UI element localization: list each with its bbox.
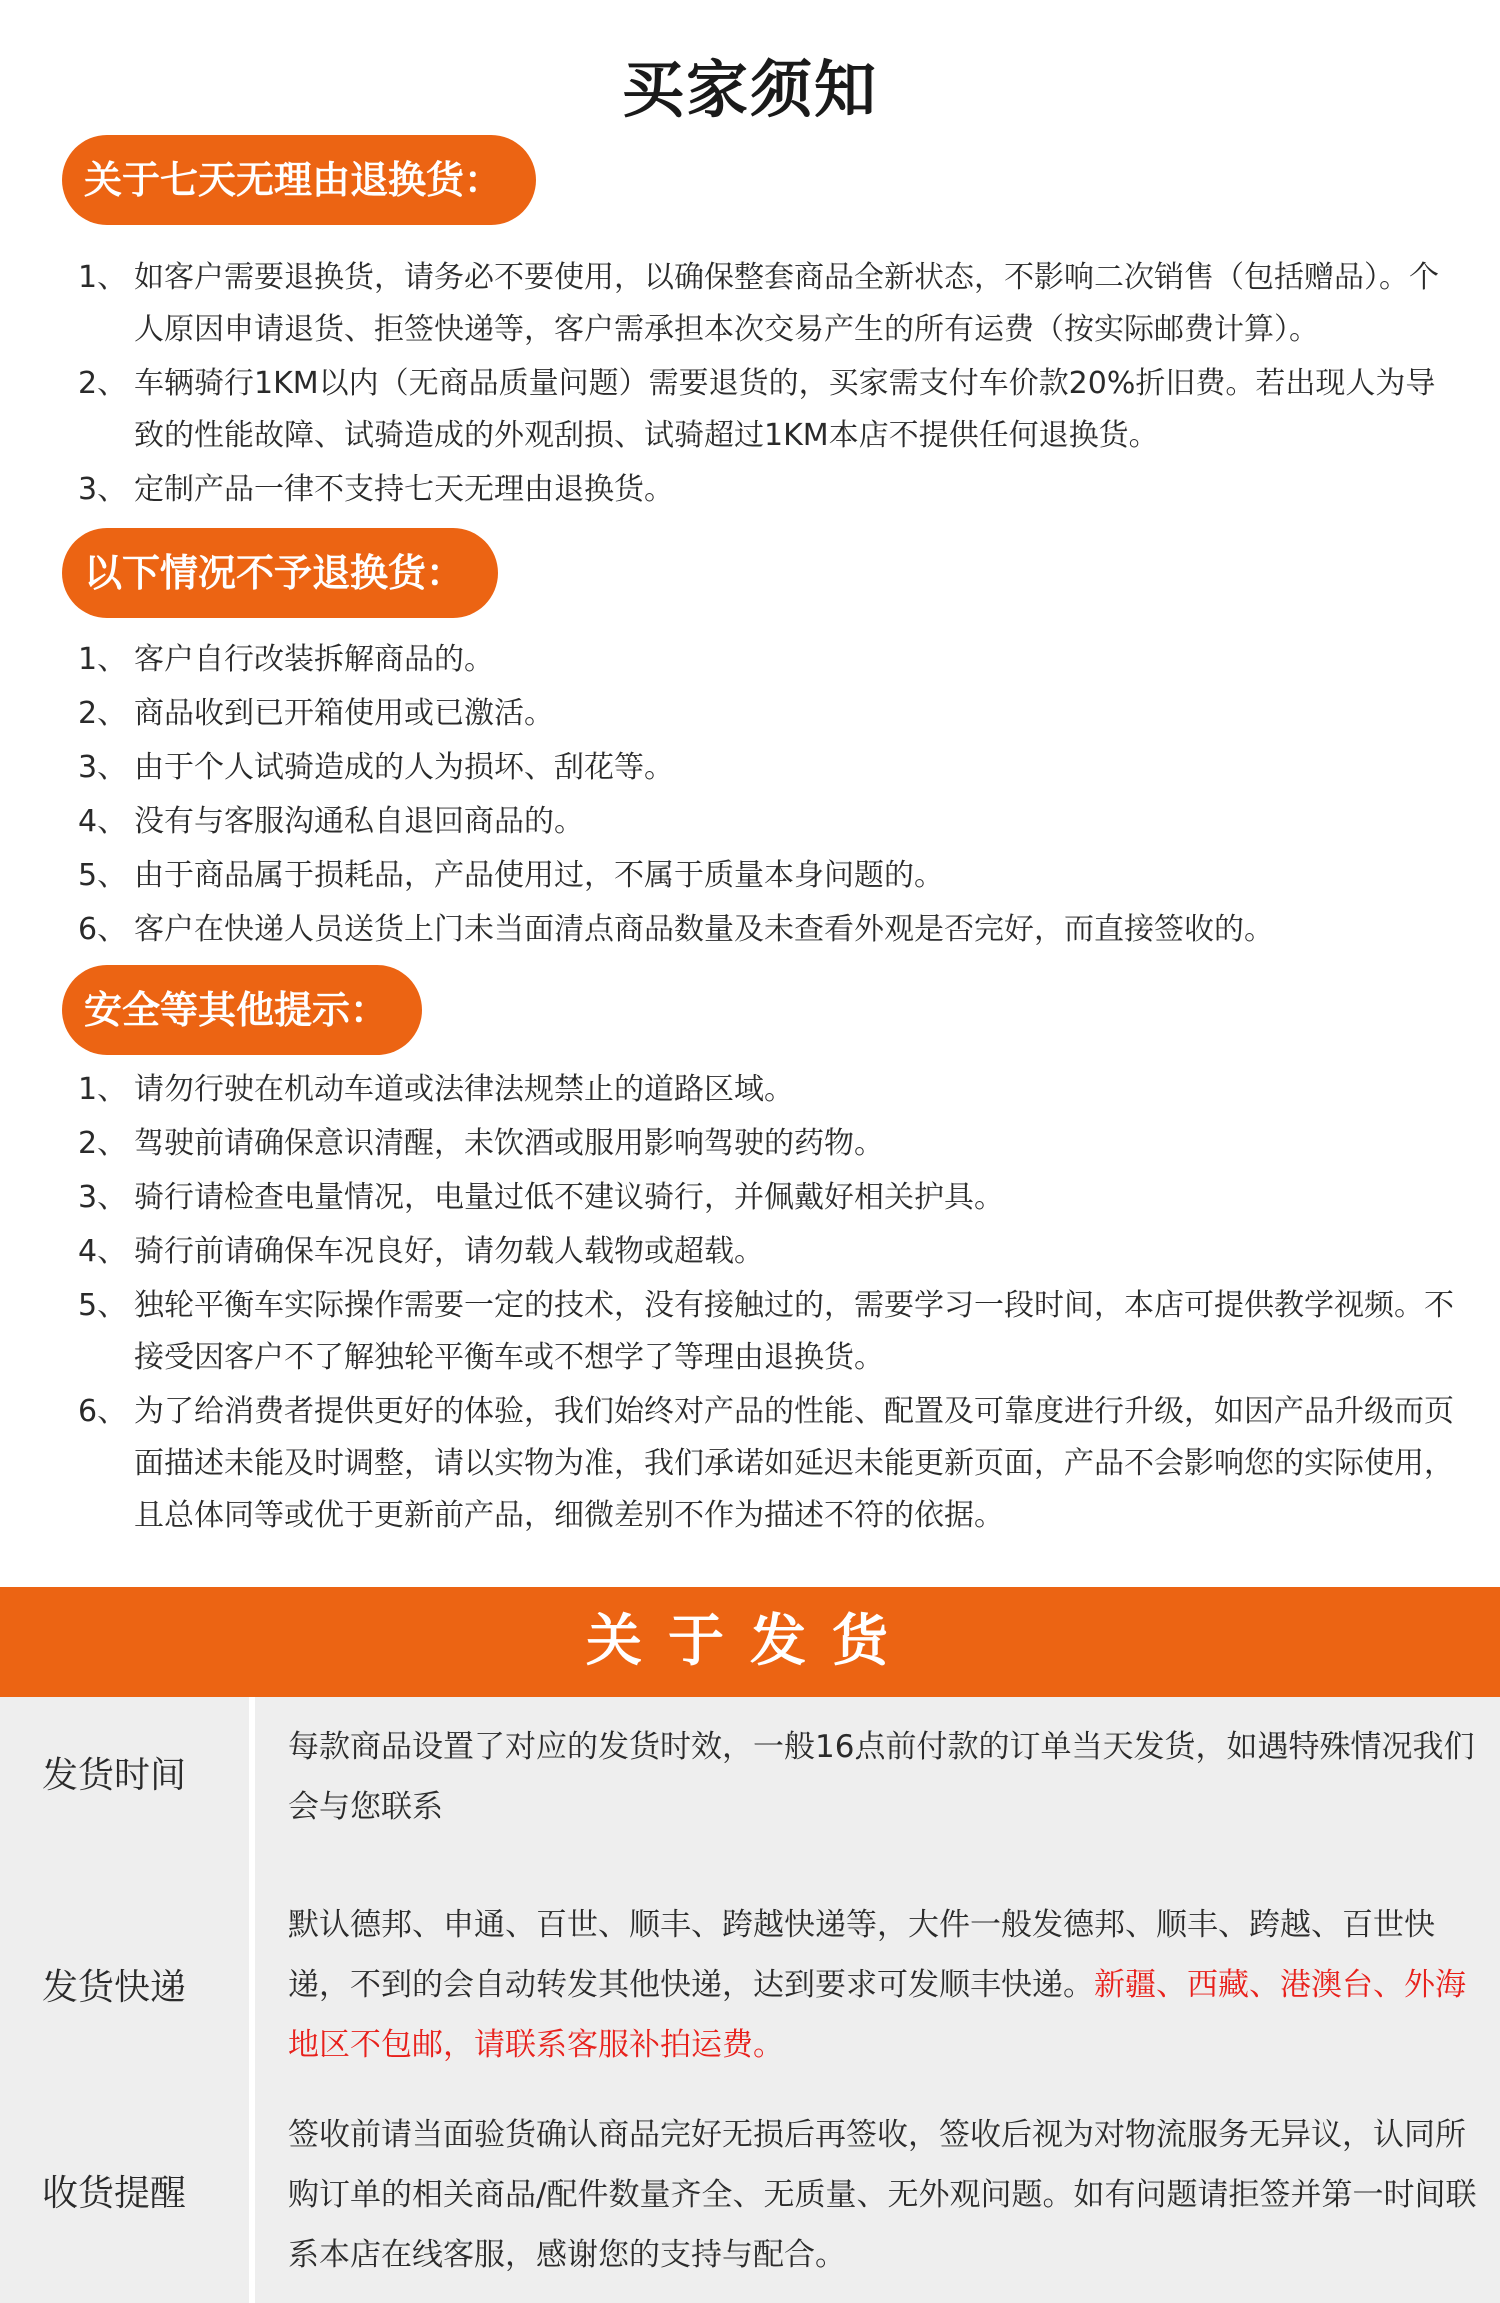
list-item: 2、 驾驶前请确保意识清醒，未饮酒或服用影响驾驶的药物。 <box>78 1126 884 1161</box>
list-item: 3、 定制产品一律不支持七天无理由退换货。 <box>78 472 674 507</box>
courier-text: 默认德邦、申通、百世、顺丰、跨越快递等，大件一般发德邦、顺丰、跨越、百世快递，不到的会自动转发其他快递，达到要求可发顺丰快递。 <box>288 1907 1435 2003</box>
safety-tips-list <box>78 1064 1458 1544</box>
row-label-ship-time: 发货时间 <box>42 1755 187 1796</box>
shipping-table <box>0 1697 1500 2303</box>
list-item: 5、 由于商品属于损耗品，产品使用过，不属于质量本身问题的。 <box>78 858 944 893</box>
row-label-receipt-reminder: 收货提醒 <box>42 2173 187 2214</box>
page-title: 买家须知 <box>621 53 878 126</box>
list-item: 3、 骑行请检查电量情况，电量过低不建议骑行，并佩戴好相关护具。 <box>78 1180 1004 1215</box>
courier-highlight-text: 新疆、西藏、港澳台、外海地区不包邮，请联系客服补拍运费。 <box>288 1967 1466 2063</box>
list-item: 1、 客户自行改装拆解商品的。 <box>78 642 494 677</box>
list-item: 1、 如客户需要退换货，请务必不要使用，以确保整套商品全新状态，不影响二次销售（包括赠品）。个人原因申请退货、拒签快递等，客户需承担本次交易产生的所有运费（按实际邮费计算）。 <box>78 260 1439 347</box>
list-item: 2、 商品收到已开箱使用或已激活。 <box>78 696 554 731</box>
shipping-banner: 关于发货 <box>0 1587 1500 1697</box>
section-heading-return-policy: 关于七天无理由退换货： <box>62 135 536 225</box>
list-item: 4、 没有与客服沟通私自退回商品的。 <box>78 804 584 839</box>
row-text-ship-time: 每款商品设置了对应的发货时效，一般16点前付款的订单当天发货，如遇特殊情况我们会与您联系 <box>288 1729 1475 1825</box>
list-item: 1、 请勿行驶在机动车道或法律法规禁止的道路区域。 <box>78 1072 794 1107</box>
section-heading-no-return: 以下情况不予退换货： <box>62 528 498 618</box>
list-item: 3、 由于个人试骑造成的人为损坏、刮花等。 <box>78 750 674 785</box>
list-item: 6、 客户在快递人员送货上门未当面清点商品数量及未查看外观是否完好，而直接签收的。 <box>78 912 1274 947</box>
row-label-courier: 发货快递 <box>42 1967 187 2008</box>
row-text-courier <box>288 1895 1478 2075</box>
list-item: 5、 独轮平衡车实际操作需要一定的技术，没有接触过的，需要学习一段时间，本店可提供教学视频。不接受因客户不了解独轮平衡车或不想学了等理由退换货。 <box>78 1288 1454 1375</box>
list-item: 2、 车辆骑行1KM以内（无商品质量问题）需要退货的，买家需支付车价款20%折旧费。若出现人为导致的性能故障、试骑造成的外观刮损、试骑超过1KM本店不提供任何退换货。 <box>78 366 1436 453</box>
return-policy-list <box>78 252 1458 518</box>
row-text-receipt-reminder: 签收前请当面验货确认商品完好无损后再签收，签收后视为对物流服务无异议，认同所购订单的相关商品/配件数量齐全、无质量、无外观问题。如有问题请拒签并第一时间联系本店在线客服，感谢您的支持与配合。 <box>288 2117 1477 2273</box>
list-item: 6、 为了给消费者提供更好的体验，我们始终对产品的性能、配置及可靠度进行升级，如因产品升级而页面描述未能及时调整，请以实物为准，我们承诺如延迟未能更新页面，产品不会影响您的实际使用，且总体同等或优于更新前产品，细微差别不作为描述不符的依据。 <box>78 1394 1454 1533</box>
section-heading-safety-tips: 安全等其他提示： <box>62 965 422 1055</box>
no-return-list <box>78 634 1458 958</box>
list-item: 4、 骑行前请确保车况良好，请勿载人载物或超载。 <box>78 1234 764 1269</box>
